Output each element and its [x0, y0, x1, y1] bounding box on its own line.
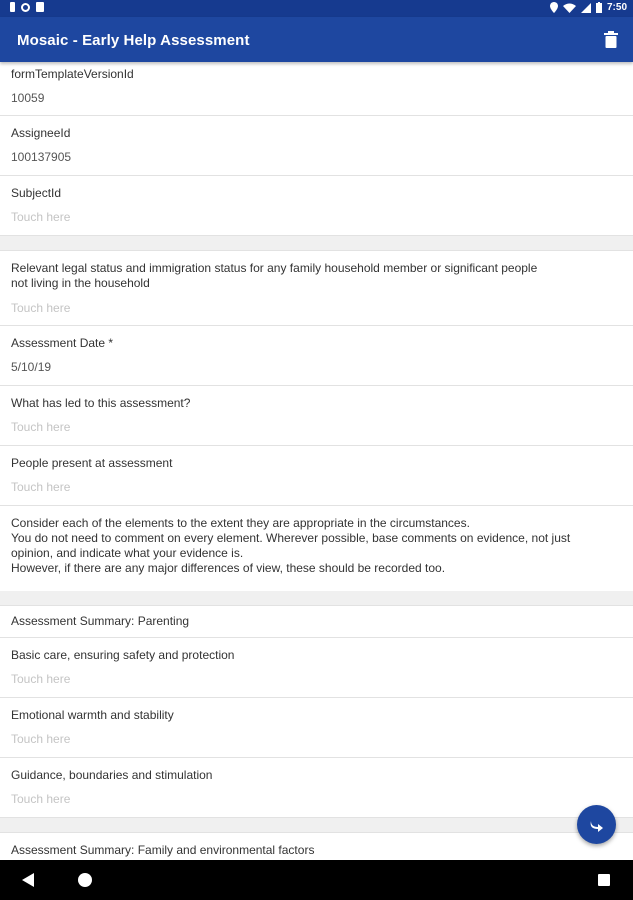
field-label: Assessment Date * [11, 336, 114, 350]
field-label: Emotional warmth and stability [11, 708, 174, 722]
section-divider [0, 818, 633, 833]
section-title: Assessment Summary: Family and environmental factors [11, 843, 315, 857]
subject-id-field[interactable] [0, 176, 633, 236]
assignee-id-field[interactable] [0, 116, 633, 176]
sync-icon [21, 3, 30, 12]
field-value: 5/10/19 [11, 360, 52, 374]
field-label: Relevant legal status and immigration status for any family household member or significant people not living in the household [11, 261, 538, 290]
field-label: People present at assessment [11, 456, 173, 470]
form-content[interactable] [0, 62, 633, 860]
status-bar [0, 0, 633, 17]
basic-care-field[interactable] [0, 638, 633, 698]
section-title: Assessment Summary: Parenting [11, 614, 190, 628]
field-value: 100137905 [11, 150, 72, 164]
field-placeholder[interactable]: Touch here [11, 792, 71, 806]
field-label: AssigneeId [11, 126, 71, 140]
recents-icon[interactable] [598, 874, 610, 886]
wifi-icon [563, 3, 576, 13]
field-placeholder[interactable]: Touch here [11, 420, 71, 434]
home-icon[interactable] [78, 873, 92, 887]
field-placeholder[interactable]: Touch here [11, 672, 71, 686]
field-placeholder[interactable]: Touch here [11, 301, 71, 315]
assessment-date-field[interactable] [0, 326, 633, 386]
app-title: Mosaic - Early Help Assessment [17, 32, 250, 49]
sim-icon [10, 2, 15, 12]
led-to-assessment-field[interactable] [0, 386, 633, 446]
field-label: SubjectId [11, 186, 62, 200]
field-label: What has led to this assessment? [11, 396, 191, 410]
battery-icon [596, 2, 602, 13]
people-present-field[interactable] [0, 446, 633, 506]
legal-status-field[interactable] [0, 251, 633, 326]
info-line: You do not need to comment on every element. Wherever possible, base comments on evidence, not just opinion, and indicate what your evidence is. [11, 531, 571, 560]
navigation-bar [0, 860, 633, 900]
field-label: Basic care, ensuring safety and protection [11, 648, 235, 662]
guidance-info-text [0, 506, 633, 591]
guidance-boundaries-field[interactable] [0, 758, 633, 818]
field-placeholder[interactable]: Touch here [11, 210, 71, 224]
section-divider [0, 236, 633, 251]
info-line: Consider each of the elements to the extent they are appropriate in the circumstances. [11, 516, 470, 530]
section-header-parenting [0, 606, 633, 638]
reply-fab-button[interactable] [577, 805, 616, 844]
status-time: 7:50 [606, 2, 627, 13]
emotional-warmth-field[interactable] [0, 698, 633, 758]
section-divider [0, 591, 633, 606]
field-label: Guidance, boundaries and stimulation [11, 768, 213, 782]
sd-card-icon [36, 2, 44, 12]
section-header-family-environment [0, 833, 633, 860]
info-line: However, if there are any major differences of view, these should be recorded too. [11, 561, 446, 575]
signal-icon [581, 3, 591, 13]
form-template-version-id-field[interactable] [0, 62, 633, 116]
field-placeholder[interactable]: Touch here [11, 480, 71, 494]
back-icon[interactable] [22, 873, 34, 887]
info-paragraph [11, 516, 586, 576]
reply-arrow-icon [588, 816, 605, 833]
trash-icon[interactable] [604, 31, 618, 48]
field-label: formTemplateVersionId [11, 67, 134, 81]
field-value: 10059 [11, 91, 45, 105]
app-bar [0, 17, 633, 62]
field-placeholder[interactable]: Touch here [11, 732, 71, 746]
location-icon [550, 2, 558, 13]
